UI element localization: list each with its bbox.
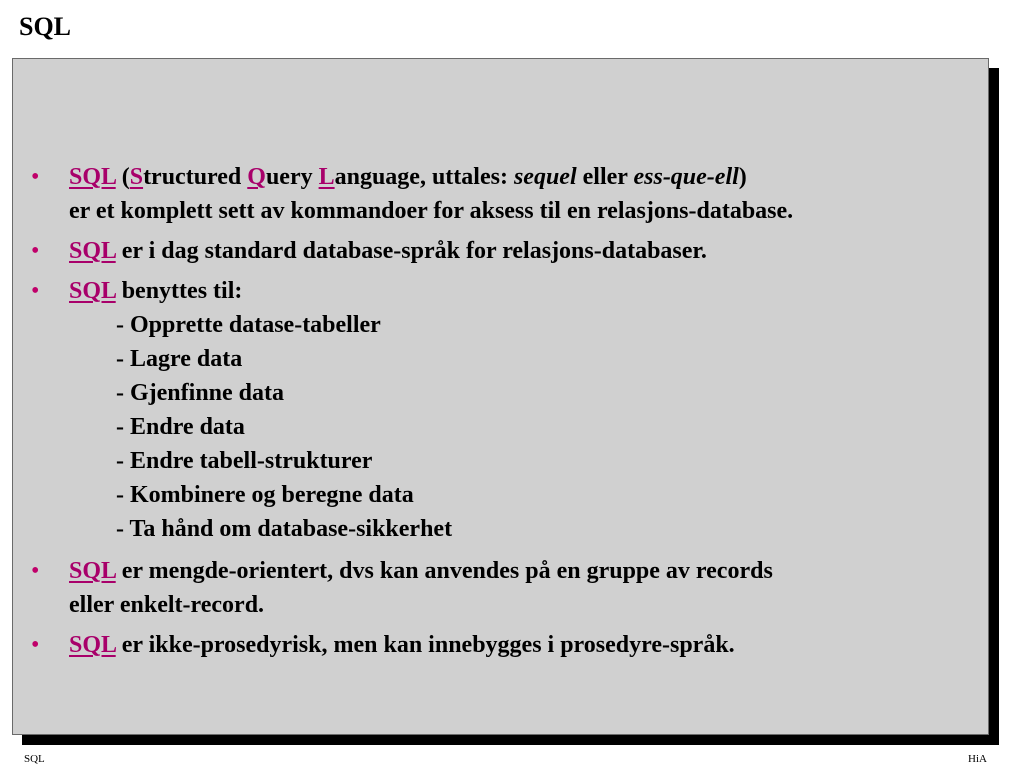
text-fragment: uery	[265, 164, 319, 190]
acronym-letter-s[interactable]: S	[129, 164, 144, 190]
sub-item: - Endre data	[116, 414, 245, 440]
bullet-line	[69, 160, 793, 194]
sql-keyword-link[interactable]: SQL	[69, 238, 116, 264]
sql-keyword-link[interactable]: SQL	[69, 558, 116, 584]
content-panel	[12, 58, 989, 735]
sub-item: - Kombinere og beregne data	[116, 482, 414, 508]
sql-keyword-link[interactable]: SQL	[69, 632, 116, 658]
sql-keyword-link[interactable]: SQL	[69, 164, 116, 190]
sub-item: - Opprette datase-tabeller	[116, 312, 381, 338]
bullet-line: eller enkelt-record.	[69, 592, 265, 618]
sub-item: - Endre tabell-strukturer	[116, 448, 373, 474]
bullet-symbol: •	[31, 164, 40, 190]
acronym-letter-q[interactable]: Q	[247, 164, 266, 190]
bullet-text	[69, 234, 707, 268]
bullet-line	[69, 274, 452, 308]
bullet-line	[69, 554, 773, 588]
footer-right-label: HiA	[968, 753, 987, 765]
bullet-text	[69, 554, 773, 622]
bullet-symbol: •	[31, 278, 40, 304]
bullet-text	[69, 628, 735, 662]
pronunciation-sequel: sequel	[513, 164, 577, 190]
text-fragment: er i dag standard database-språk for relasjons-databaser.	[115, 238, 707, 264]
text-fragment: anguage, uttales:	[334, 164, 514, 190]
footer-left-label: SQL	[24, 753, 45, 765]
sub-item: - Gjenfinne data	[116, 380, 284, 406]
bullet-line	[69, 628, 735, 662]
text-fragment: eller	[576, 164, 634, 190]
text-fragment: er ikke-prosedyrisk, men kan innebygges i prosedyre-språk.	[115, 632, 735, 658]
text-fragment: )	[738, 164, 747, 190]
slide-title: SQL	[19, 12, 72, 41]
sub-item: - Ta hånd om database-sikkerhet	[116, 516, 453, 542]
text-fragment: er mengde-orientert, dvs kan anvendes på en gruppe av records	[115, 558, 773, 584]
bullet-symbol: •	[31, 238, 40, 264]
text-fragment: (	[115, 164, 130, 190]
text-fragment: tructured	[143, 164, 248, 190]
pronunciation-ess-que-ell: ess-que-ell	[633, 164, 739, 190]
bullet-symbol: •	[31, 632, 40, 658]
text-fragment: benyttes til:	[115, 278, 243, 304]
bullet-line: er et komplett sett av kommandoer for aksess til en relasjons-database.	[69, 198, 794, 224]
sql-keyword-link[interactable]: SQL	[69, 278, 116, 304]
sub-item: - Lagre data	[116, 346, 243, 372]
bullet-text	[69, 274, 452, 546]
bullet-text	[69, 160, 793, 228]
bullet-line	[69, 234, 707, 268]
bullet-symbol: •	[31, 558, 40, 584]
acronym-letter-l[interactable]: L	[318, 164, 335, 190]
